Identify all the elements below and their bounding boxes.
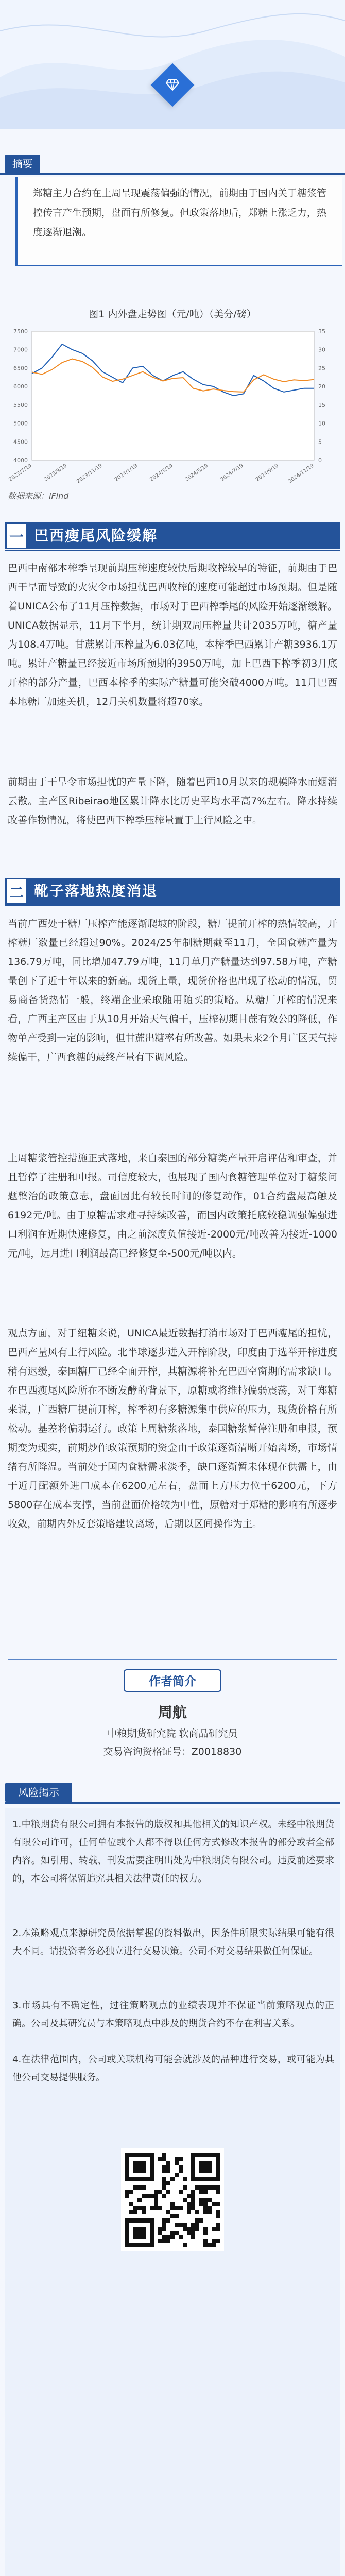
logo-diamond: [139, 52, 206, 118]
y-left-tick-0: 4000: [13, 457, 28, 464]
y-right-tick-5: 25: [318, 365, 325, 372]
y-left-tick-4: 6000: [13, 383, 28, 391]
author-cert: 交易咨询资格证号：Z0018830: [103, 1746, 242, 1757]
y-right-tick-1: 5: [318, 438, 322, 446]
x-tick-8: 2024/11/19: [287, 463, 315, 485]
author-card: [8, 1659, 337, 1767]
section-1-paragraph-1: 巴西中南部本榨季呈现前期压榨速度较快后期收榨较早的特征，前期由于巴西干旱而导致的火灾令市场担忧巴西收榨的速度可能超过市场预期。但是随着UNICA公布了11月压榨数据，市场对于巴西榨季尾的风险开始逐渐缓解。UNICA数据显示，11月下半月，统计期双周压榨量共计2035万吨，糖产量为108.4万吨。甘蔗累计压榨量为6.03亿吨，本榨季巴西累计产糖3936.1万吨。累计产糖量已经接近市场所预期的3950万吨，加上巴西下榨季初3月底开榨的部分产量，巴西本榨季的实际产糖量可能突破4000万吨。11月巴西本地糖厂加速关机，12月关机数量将超70家。: [8, 563, 337, 707]
risk-box: [5, 1808, 340, 2576]
x-tick-1: 2023/9/19: [43, 463, 68, 483]
x-tick-2: 2023/11/19: [76, 463, 104, 485]
section-1-paragraph-2: 前期由于干旱令市场担忧的产量下降，随着巴西10月以来的规模降水而烟消云散。主产区Ribeirao地区累计降水比历史平均水平高7%左右。降水持续改善作物情况，将使巴西下榨季压榨量置于上行风险之中。: [8, 776, 337, 826]
y-left-tick-5: 6500: [13, 365, 28, 372]
y-right-tick-2: 10: [318, 420, 325, 427]
y-right-tick-3: 15: [318, 401, 325, 409]
x-tick-5: 2024/5/19: [184, 463, 210, 483]
y-left-tick-2: 5000: [13, 420, 28, 427]
qr-code: [121, 2148, 224, 2251]
section-2-paragraph-1: 当前广西处于糖厂压榨产能逐渐爬坡的阶段，糖厂提前开榨的热情较高，开榨糖厂数量已经超过90%。2024/25年制糖期截至11月，全国食糖产量为136.79万吨，同比增加47.79万吨，11月单月产糖量达到97.58万吨，产糖量创下了近十年以来的新高。现货上量，现货价格也出现了松动的情况，贸易商备货热情一般，终端企业采取随用随买的策略。从糖厂开榨的情况来看，广西主产区由于从10月开始天气偏干，压榨初期甘蔗有效公的降低，作物单产受到一定的影响，但甘蔗出糖率有所改善。如果未来2个月广区天气持续偏干，广西食糖的最终产量有下调风险。: [8, 918, 337, 1063]
y-right-tick-7: 35: [318, 328, 325, 335]
risk-item-2: 2.本策略观点来源研究员依据掌握的资料做出，因条件所限实际结果可能有很大不同。请投资者务必独立进行交易决策。公司不对交易结果做任何保证。: [12, 1928, 334, 1957]
y-left-tick-1: 4500: [13, 438, 28, 446]
risk-item-1: 1.中粮期货有限公司拥有本报告的版权和其他相关的知识产权。未经中粮期货有限公司许可，任何单位或个人都不得以任何方式修改本报告的部分或者全部内容。如引用、转载、刊发需要注明出处为中粮期货有限公司。违反前述要求的，本公司将保留追究其相关法律责任的权力。: [12, 1819, 334, 1884]
hero-banner: [0, 0, 345, 129]
summary-divider: [0, 173, 345, 175]
section-2-number: 二: [5, 878, 28, 905]
chart-source: 数据来源：iFind: [8, 491, 69, 501]
section-1-number: 一: [5, 522, 28, 549]
author-label: 作者简介: [124, 1669, 221, 1692]
y-right-tick-6: 30: [318, 346, 325, 353]
section-2-paragraph-2: 上周糖浆管控措施正式落地，来自泰国的部分糖类产量开启评估和审查，并且暂停了注册和申报。司信度较大，也展现了国内食糖管理单位对于糖浆问题整治的政策意志，盘面因此有较长时间的修复动作，01合约盘最高触及6192元/吨。由于原糖需求难寻持续改善，而国内政策托底较稳调强偏强进口利润在近期快速修复，由之前深度负值接近-2000元/吨改善为接近-1000元/吨，远月进口利润最高已经修复至-500元/吨以内。: [8, 1153, 337, 1259]
price-chart: [0, 322, 345, 492]
author-name: 周航: [158, 1704, 187, 1721]
summary-tag: 摘要: [5, 155, 40, 173]
y-right-tick-0: 0: [318, 457, 322, 464]
section-2-header: [5, 876, 340, 907]
risk-section: [5, 1783, 340, 2576]
x-tick-0: 2023/7/19: [8, 463, 33, 483]
section-2-paragraph-3: 观点方面，对于纽糖来说，UNICA最近数据打消市场对于巴西瘦尾的担忧，巴西产量风有上行风险。北半球逐步进入开榨阶段，印度由于选举开榨进度稍有迟缓，泰国糖厂已经全面开榨，其糖源将补充巴西空窗期的需求缺口。在巴西瘦尾风险所在不断发酵的背景下，原糖或将维持偏弱震荡，对于郑糖来说，广西糖厂提前开榨，榨季初有多糖源集中供应的压力，现货价格有所松动。基差将偏弱运行。政策上周糖浆落地，泰国糖浆暂停注册和申报，预期变为现实，前期炒作政策预期的资金由于政策逐渐清晰开始离场，市场情绪有所降温。当前处于国内食糖需求淡季，缺口逐渐暂未体现在供需上，由于近月配额外进口成本在6200元左右，盘面上方压力位于6200元，下方5800存在成本支撑，当前盘面价格较为中性，原糖对于郑糖的影响有所逐步收敛，前期内外反套策略建议离场，后期以区间操作为主。: [8, 1328, 337, 1530]
x-tick-4: 2024/3/19: [149, 463, 174, 483]
author-org: 中粮期货研究院 软商品研究员: [107, 1728, 238, 1739]
summary-box: [15, 177, 342, 266]
y-left-tick-3: 5500: [13, 401, 28, 409]
section-1-title: 巴西瘦尾风险缓解: [28, 522, 340, 549]
x-tick-6: 2024/7/19: [219, 463, 245, 483]
section-2-title: 靴子落地热度消退: [28, 878, 340, 905]
section-1-header: [5, 520, 340, 551]
x-tick-7: 2024/9/19: [254, 463, 280, 483]
gem-icon: [165, 78, 180, 92]
y-left-tick-6: 7000: [13, 346, 28, 353]
y-left-tick-7: 7500: [13, 328, 28, 335]
summary-text: 郑糖主力合约在上周呈现震荡偏强的情况，前期由于国内关于糖浆管控传言产生预期，盘面有所修复。但政策落地后，郑糖上涨乏力，热度逐渐退潮。: [33, 188, 327, 238]
chart-title: 图1 内外盘走势图（元/吨）（美分/磅）: [89, 309, 256, 320]
y-right-tick-4: 20: [318, 383, 325, 391]
risk-item-4: 4.在法律范围内，公司或关联机构可能会就涉及的品种进行交易，或可能为其他公司交易提供服务。: [12, 2054, 334, 2083]
risk-item-3: 3.市场具有不确定性，过往策略观点的业绩表现并不保证当前策略观点的正确。公司及其研究员与本策略观点中涉及的期货合约不存在利害关系。: [12, 2000, 334, 2029]
x-tick-3: 2024/1/19: [113, 463, 139, 483]
risk-tag: 风险揭示: [5, 1783, 72, 1802]
